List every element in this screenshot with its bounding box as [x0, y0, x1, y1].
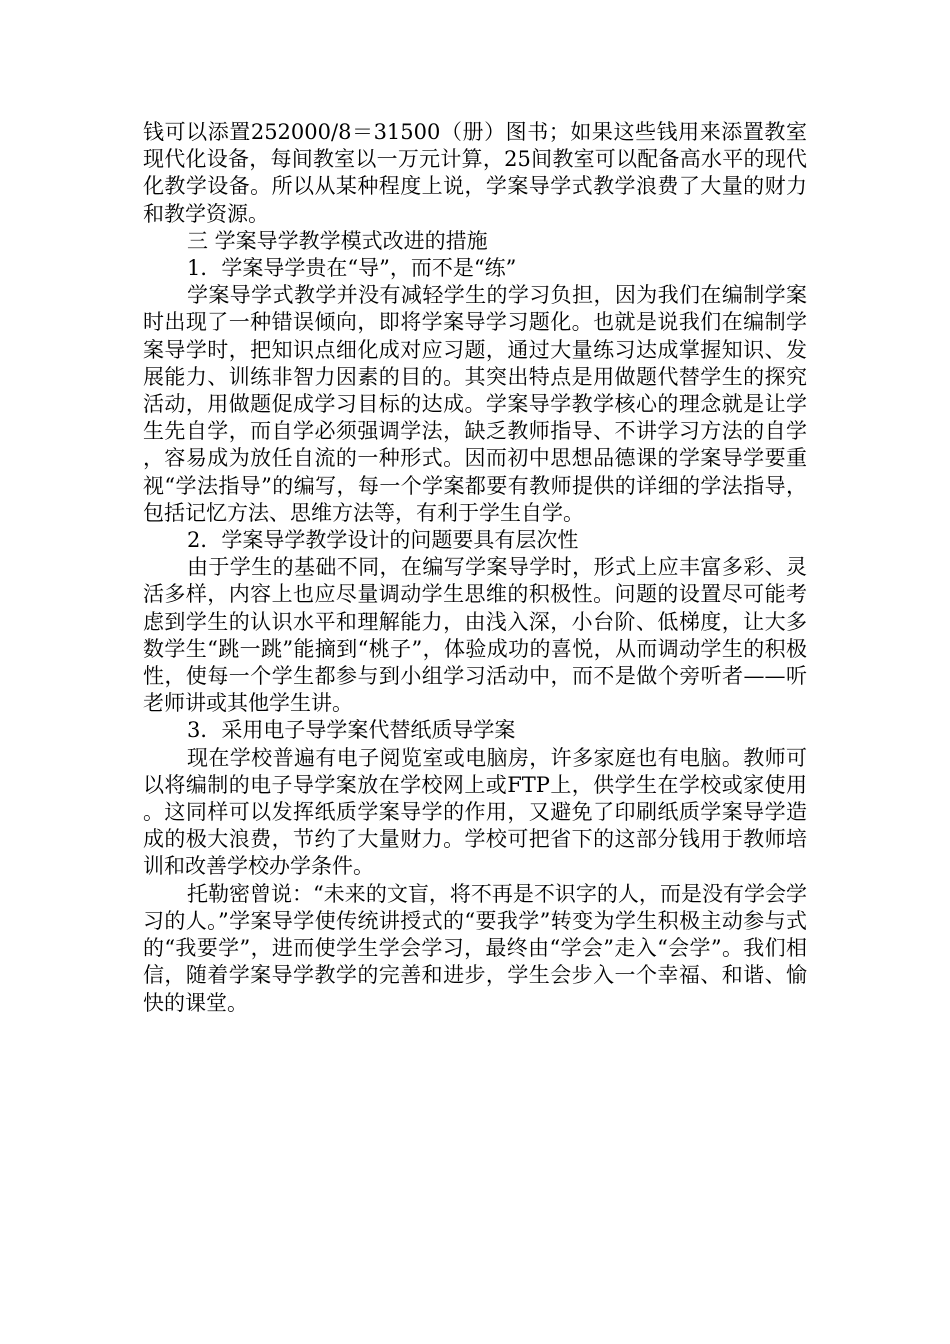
- paragraph-continued: 钱可以添置252000/8＝31500（册）图书；如果这些钱用来添置教室现代化设备，每间教室以一万元计算，25间教室可以配备高水平的现代化教学设备。所以从某种程度上说，学案导学式教学浪费了大量的财力和教学资源。: [143, 120, 807, 226]
- subsection-heading-2: 2．学案导学教学设计的问题要具有层次性: [187, 528, 579, 553]
- paragraph-conclusion: 托勒密曾说：“未来的文盲，将不再是不识字的人，而是没有学会学习的人。”学案导学使传统讲授式的“要我学”转变为学生积极主动参与式的“我要学”，进而使学生学会学习，最终由“学会”走入“会学”。我们相信，随着学案导学教学的完善和进步，学生会步入一个幸福、和谐、愉快的课堂。: [143, 881, 807, 1015]
- paragraph: 现在学校普遍有电子阅览室或电脑房，许多家庭也有电脑。教师可以将编制的电子导学案放在学校网上或FTP上，供学生在学校或家使用。这同样可以发挥纸质学案导学的作用，又避免了印刷纸质学案导学造成的极大浪费，节约了大量财力。学校可把省下的这部分钱用于教师培训和改善学校办学条件。: [143, 745, 807, 879]
- section-heading: 三 学案导学教学模式改进的措施: [187, 228, 488, 253]
- subsection-heading-1: 1．学案导学贵在“导”，而不是“练”: [187, 256, 517, 281]
- document-body: [143, 119, 807, 1017]
- paragraph: 学案导学式教学并没有减轻学生的学习负担，因为我们在编制学案时出现了一种错误倾向，即将学案导学习题化。也就是说我们在编制学案导学时，把知识点细化成对应习题，通过大量练习达成掌握知识、发展能力、训练非智力因素的目的。其突出特点是用做题代替学生的探究活动，用做题促成学习目标的达成。学案导学教学核心的理念就是让学生先自学，而自学必须强调学法，缺乏教师指导、不讲学习方法的自学，容易成为放任自流的一种形式。因而初中思想品德课的学案导学要重视“学法指导”的编写，每一个学案都要有教师提供的详细的学法指导，包括记忆方法、思维方法等，有利于学生自学。: [143, 283, 807, 525]
- subsection-heading-3: 3．采用电子导学案代替纸质导学案: [187, 718, 516, 743]
- paragraph: 由于学生的基础不同，在编写学案导学时，形式上应丰富多彩、灵活多样，内容上也应尽量调动学生思维的积极性。问题的设置尽可能考虑到学生的认识水平和理解能力，由浅入深，小台阶、低梯度，让大多数学生“跳一跳”能摘到“桃子”，体验成功的喜悦，从而调动学生的积极性，使每一个学生都参与到小组学习活动中，而不是做个旁听者——听老师讲或其他学生讲。: [143, 555, 807, 716]
